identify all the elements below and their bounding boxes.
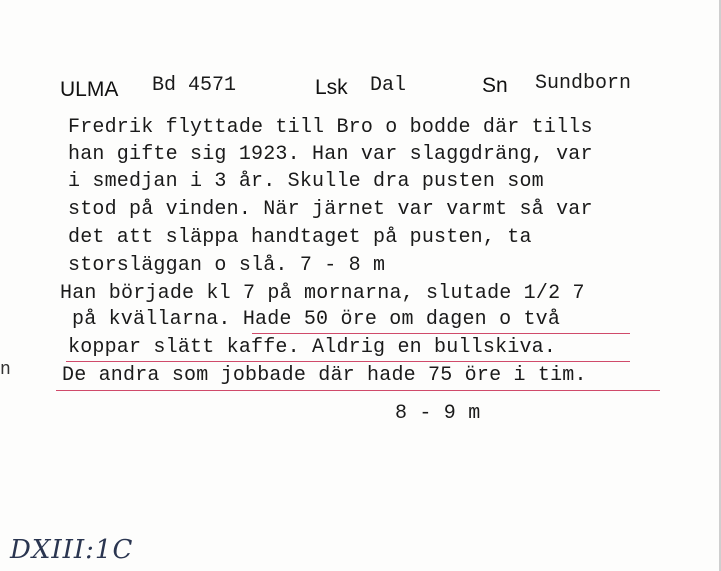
text-line-10: De andra som jobbade där hade 75 öre i tim. [62, 364, 587, 387]
text-line-1: Fredrik flyttade till Bro o bodde där tills [68, 116, 593, 139]
sn-label: Sn [482, 74, 508, 97]
sn-value: Sundborn [535, 72, 632, 95]
underline-3 [56, 390, 660, 391]
text-line-7: Han började kl 7 på mornarna, slutade 1/2 7 [60, 282, 585, 305]
archive-stamp: ULMA [60, 78, 119, 101]
lsk-value: Dal [370, 74, 407, 97]
text-line-2: han gifte sig 1923. Han var slaggdräng, var [68, 143, 593, 166]
handwritten-reference: DXIII:1C [10, 535, 134, 565]
text-line-9: koppar slätt kaffe. Aldrig en bullskiva. [68, 336, 557, 359]
underline-2 [66, 361, 630, 362]
text-line-4: stod på vinden. När järnet var varmt så var [68, 198, 593, 221]
margin-mark: n [0, 360, 11, 380]
text-line-3: i smedjan i 3 år. Skulle dra pusten som [68, 170, 544, 193]
text-line-11: 8 - 9 m [395, 402, 481, 425]
record-number: Bd 4571 [152, 74, 237, 97]
underline-1 [252, 333, 630, 334]
lsk-label: Lsk [315, 76, 348, 99]
text-line-5: det att släppa handtaget på pusten, ta [68, 226, 532, 249]
text-line-6: storsläggan o slå. 7 - 8 m [68, 254, 386, 277]
text-line-8: på kvällarna. Hade 50 öre om dagen o två [72, 308, 561, 331]
